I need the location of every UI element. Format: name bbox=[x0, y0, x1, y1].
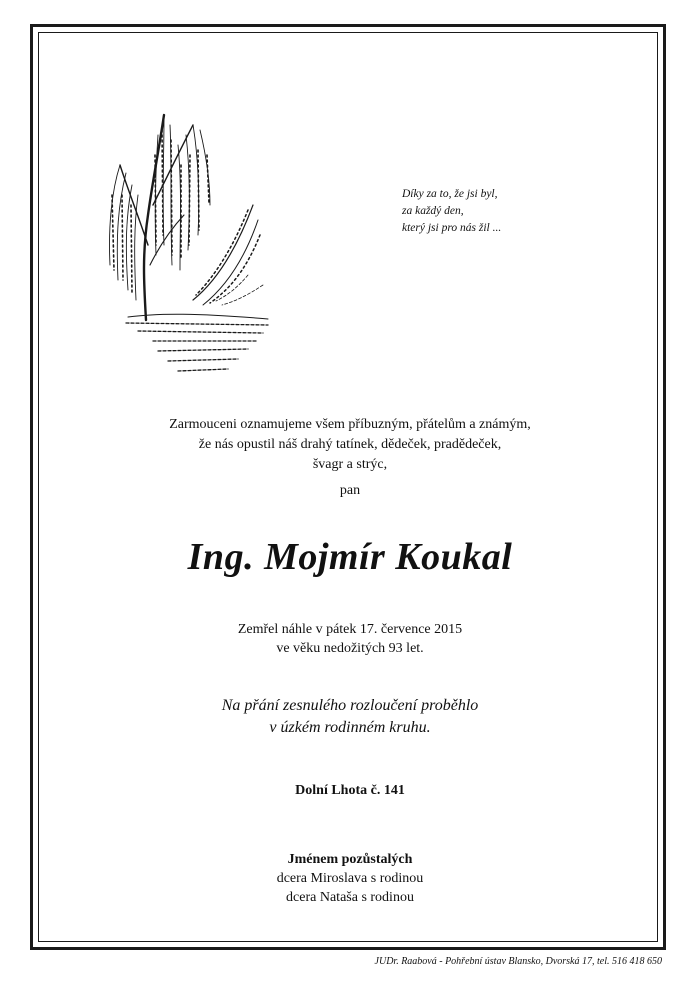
announcement-line: že nás opustil náš drahý tatínek, dědeček, pradědeček, bbox=[198, 437, 502, 452]
memorial-quote bbox=[402, 186, 602, 237]
survivors-heading: Jménem pozůstalých bbox=[287, 852, 413, 867]
death-line: ve věku nedožitých 93 let. bbox=[276, 641, 424, 656]
farewell-line: v úzkém rodinném kruhu. bbox=[269, 719, 431, 736]
announcement-text bbox=[60, 415, 640, 475]
farewell-line: Na přání zesnulého rozloučení proběhlo bbox=[221, 697, 479, 714]
death-line: Zemřel náhle v pátek 17. července 2015 bbox=[237, 622, 463, 637]
farewell-note bbox=[60, 695, 640, 739]
quote-line: který jsi pro nás žil ... bbox=[402, 222, 502, 234]
family-address: Dolní Lhota č. 141 bbox=[295, 783, 405, 798]
quote-line: za každý den, bbox=[402, 205, 464, 217]
survivor-line: dcera Nataša s rodinou bbox=[286, 890, 414, 905]
weeping-willow-icon bbox=[98, 95, 273, 380]
honorific: pan bbox=[339, 483, 361, 498]
survivors-block bbox=[60, 850, 640, 907]
quote-line: Díky za to, že jsi byl, bbox=[402, 188, 498, 200]
deceased-name: Ing. Mojmír Koukal bbox=[187, 536, 513, 578]
survivor-line: dcera Miroslava s rodinou bbox=[276, 871, 424, 886]
death-details bbox=[60, 620, 640, 658]
announcement-line: Zarmouceni oznamujeme všem příbuzným, přátelům a známým, bbox=[169, 417, 531, 432]
funeral-home-footer: JUDr. Raabová - Pohřební ústav Blansko, Dvorská 17, tel. 516 418 650 bbox=[374, 956, 662, 967]
announcement-line: švagr a strýc, bbox=[312, 457, 388, 472]
